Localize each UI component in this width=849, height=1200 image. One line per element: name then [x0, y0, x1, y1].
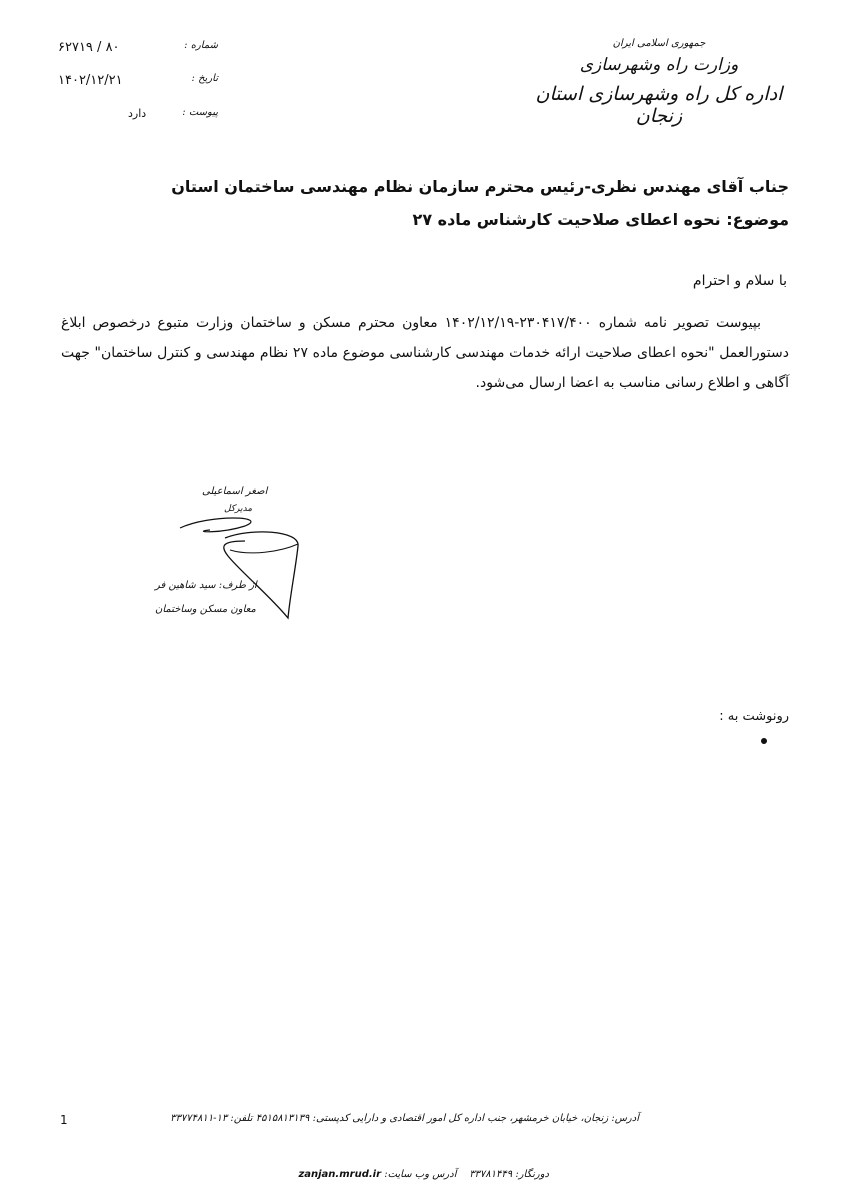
- signature-block: [150, 486, 310, 626]
- letter-number-value: ۸۰ / ۶۲۷۱۹: [58, 40, 120, 55]
- footer-address: آدرس: زنجان، خیابان خرمشهر، جنب اداره کل امور اقتصادی و دارایی کدپستی: ۴۵۱۵۸۱۳۱۳۹ تلفن: ۱۳-۳۳۷۷۴۸۱۱: [170, 1113, 639, 1124]
- office-label: اداره کل راه وشهرسازی استان زنجان: [535, 83, 783, 127]
- cc-bullet-icon: [761, 738, 767, 744]
- footer-contact: [298, 1169, 549, 1180]
- letter-number-row: [58, 40, 218, 60]
- letterhead: [529, 38, 789, 127]
- signer-name: اصغر اسماعیلی: [202, 486, 268, 497]
- salutation: با سلام و احترام: [692, 273, 787, 289]
- page-number: 1: [60, 1113, 68, 1127]
- letter-date-value: ۱۴۰۲/۱۲/۲۱: [58, 73, 123, 88]
- republic-label: جمهوری اسلامی ایران: [612, 38, 706, 49]
- attachment-row: [58, 107, 218, 127]
- footer-web-label: آدرس وب سایت:: [384, 1169, 457, 1180]
- attachment-value: دارد: [128, 107, 147, 120]
- letter-date-row: [58, 73, 218, 93]
- footer-fax: دورنگار: ۳۳۷۸۱۴۴۹: [469, 1169, 549, 1180]
- attachment-label: پیوست :: [182, 107, 218, 118]
- cc-label: رونوشت به :: [719, 709, 789, 724]
- signer-deputy: معاون مسکن وساختمان: [155, 604, 256, 615]
- signer-title: مدیرکل: [224, 504, 253, 514]
- letter-date-label: تاریخ :: [191, 73, 218, 84]
- subject-line: موضوع: نحوه اعطای صلاحیت کارشناس ماده ۲۷: [412, 210, 789, 229]
- ministry-label: وزارت راه وشهرسازی: [579, 55, 739, 75]
- letter-body: بپیوست تصویر نامه شماره ۲۳۰۴۱۷/۴۰۰-۱۴۰۲/۱۲/۱۹ معاون محترم مسکن و ساختمان وزارت متبوع درخصوص ابلاغ دستورالعمل "نحوه اعطای صلاحیت ارائه خدمات مهندسی کارشناسی موضوع ماده ۲۷ نظام مهندسی و کنترل ساختمان" جهت آگاهی و اطلاع رسانی مناسب به اعضا ارسال می‌شود.: [61, 315, 789, 391]
- letter-number-label: شماره :: [184, 40, 218, 51]
- recipient-line: جناب آقای مهندس نظری-رئیس محترم سازمان نظام مهندسی ساختمان استان: [171, 177, 789, 196]
- signer-on-behalf: از طرف: سید شاهین فر: [155, 580, 257, 591]
- footer-web-link[interactable]: zanjan.mrud.ir: [298, 1169, 382, 1180]
